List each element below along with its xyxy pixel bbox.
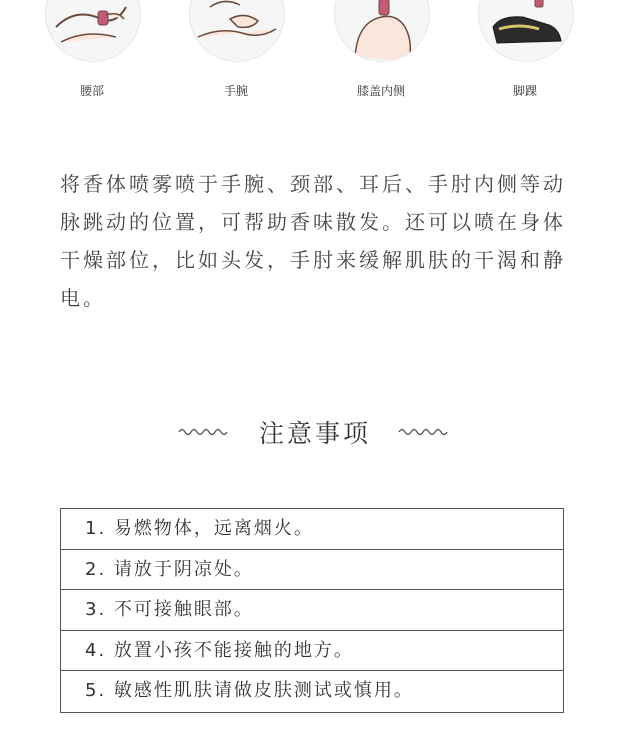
icon-label-waist: 腰部 bbox=[79, 84, 104, 98]
icon-label-ankle: 脚踝 bbox=[512, 84, 537, 98]
ankle-spray-icon bbox=[478, 0, 574, 62]
body-area-icon-row bbox=[0, 0, 620, 110]
section-header bbox=[0, 414, 620, 454]
waist-spray-icon bbox=[45, 0, 141, 62]
note-row: 2. 请放于阴凉处。 bbox=[61, 550, 563, 591]
icon-label-wrist: 手腕 bbox=[223, 84, 248, 98]
note-row: 4. 放置小孩不能接触的地方。 bbox=[61, 631, 563, 672]
icon-label-knee: 膝盖内侧 bbox=[356, 84, 405, 98]
icon-cell-ankle bbox=[470, 0, 580, 110]
section-title: 注意事项 bbox=[258, 419, 371, 448]
wave-decoration-left-icon bbox=[178, 426, 228, 438]
icon-cell-wrist bbox=[181, 0, 291, 110]
note-row: 5. 敏感性肌肤请做皮肤测试或慎用。 bbox=[85, 680, 414, 701]
wrist-spray-icon bbox=[189, 0, 285, 62]
usage-paragraph: 将香体喷雾喷于手腕、颈部、耳后、手肘内侧等动脉跳动的位置，可帮助香味散发。还可以喷在身体干燥部位，比如头发，手肘来缓解肌肤的干渴和静电。 bbox=[60, 172, 566, 310]
notes-table bbox=[60, 508, 564, 713]
icon-cell-waist bbox=[37, 0, 147, 110]
wave-decoration-right-icon bbox=[398, 426, 448, 438]
note-row: 3. 不可接触眼部。 bbox=[61, 590, 563, 631]
icon-cell-knee bbox=[326, 0, 436, 110]
inner-knee-spray-icon bbox=[334, 0, 430, 62]
note-row: 1. 易燃物体，远离烟火。 bbox=[61, 509, 563, 550]
